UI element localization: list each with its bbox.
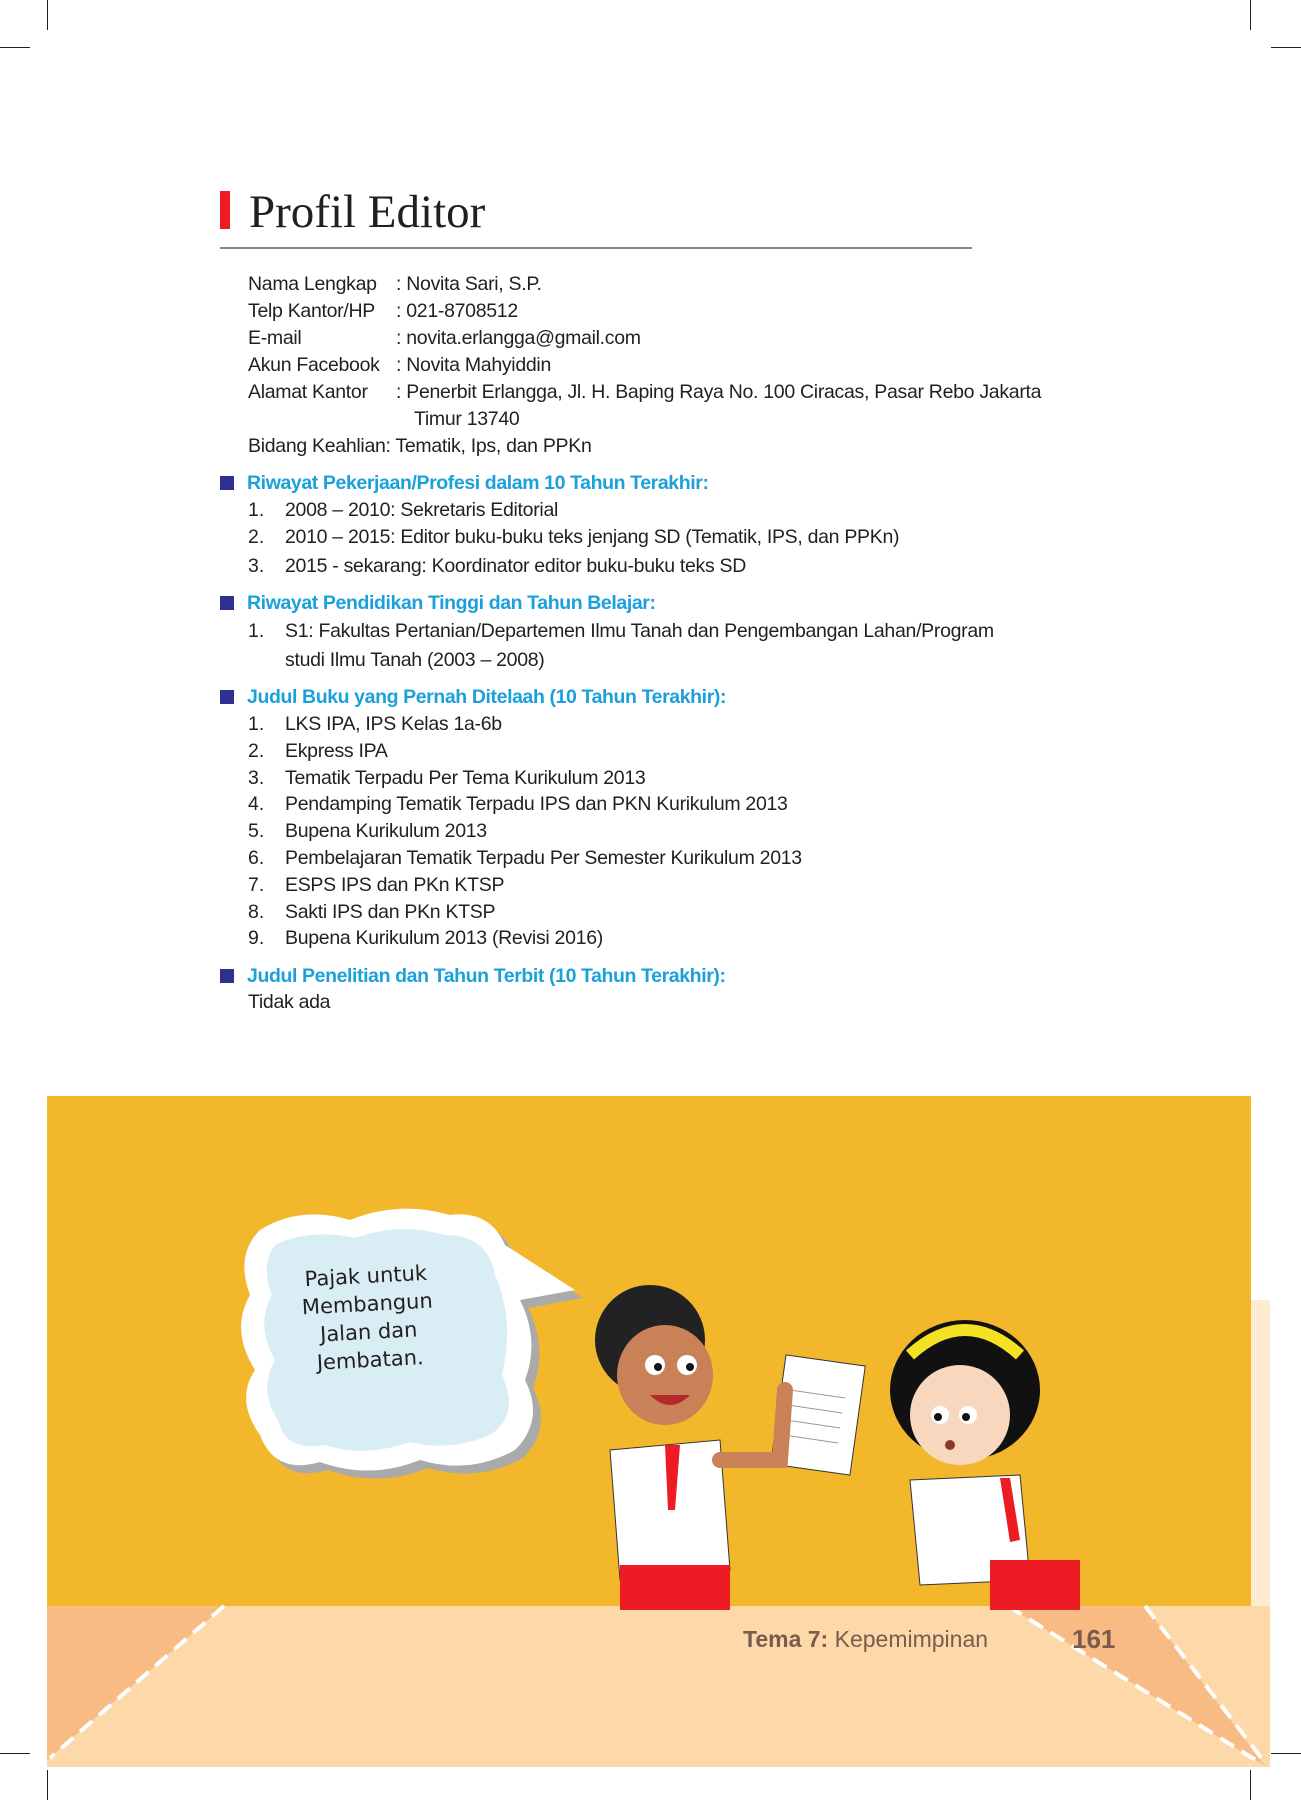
list-number: 2. (248, 739, 265, 762)
list-number: 1. (248, 713, 265, 735)
footer-theme-name: Kepemimpinan (828, 1626, 989, 1652)
footer-theme-label: Tema 7: (743, 1626, 829, 1652)
list-number: 1. (248, 620, 265, 642)
list-number: 8. (248, 900, 265, 923)
list-item: Sakti IPS dan PKn KTSP (285, 900, 496, 923)
page-number: 161 (1072, 1624, 1116, 1654)
footer-theme (743, 1626, 988, 1653)
list-item: 2010 – 2015: Editor buku-buku teks jenjang SD (Tematik, IPS, dan PPKn) (285, 526, 900, 548)
expertise: Bidang Keahlian: Tematik, Ips, dan PPKn (248, 435, 592, 457)
profile-value: : Novita Mahyiddin (396, 354, 552, 376)
list-number: 7. (248, 873, 265, 896)
list-item: Pendamping Tematik Terpadu IPS dan PKN Kurikulum 2013 (285, 793, 788, 816)
list-item: S1: Fakultas Pertanian/Departemen Ilmu Tanah dan Pengembangan Lahan/Program (285, 620, 994, 642)
bubble-line: Pajak untuk (304, 1260, 428, 1292)
section-heading-books: Judul Buku yang Pernah Ditelaah (10 Tahun Terakhir): (220, 685, 726, 709)
section-heading-research: Judul Penelitian dan Tahun Terbit (10 Tahun Terakhir): (220, 964, 726, 988)
list-item: Bupena Kurikulum 2013 (285, 820, 487, 843)
list-number: 4. (248, 793, 265, 816)
speech-bubble-text (285, 1258, 451, 1378)
list-item: Tematik Terpadu Per Tema Kurikulum 2013 (285, 766, 646, 789)
profile-value-continued: Timur 13740 (414, 408, 520, 430)
profile-label: Telp Kantor/HP (248, 300, 375, 322)
bubble-line: Membangun (301, 1288, 434, 1320)
research-text: Tidak ada (248, 991, 331, 1013)
bubble-line: Jembatan. (316, 1345, 425, 1375)
list-number: 9. (248, 927, 265, 950)
list-number: 1. (248, 499, 265, 521)
list-item: 2008 – 2010: Sekretaris Editorial (285, 499, 559, 521)
profile-label: E-mail (248, 327, 302, 349)
list-item: ESPS IPS dan PKn KTSP (285, 873, 505, 896)
profile-label: Akun Facebook (248, 354, 380, 376)
profile-label: Alamat Kantor (248, 381, 368, 403)
list-item: 2015 - sekarang: Koordinator editor buku-buku teks SD (285, 555, 747, 577)
bubble-line: Jalan dan (319, 1317, 418, 1347)
list-item: LKS IPA, IPS Kelas 1a-6b (285, 713, 502, 735)
list-number: 3. (248, 766, 265, 789)
profile-value: : Penerbit Erlangga, Jl. H. Baping Raya No. 100 Ciracas, Pasar Rebo Jakarta (396, 381, 1042, 403)
list-number: 3. (248, 555, 265, 577)
list-item-continued: studi Ilmu Tanah (2003 – 2008) (285, 649, 545, 671)
list-item: Ekpress IPA (285, 739, 388, 762)
section-heading-education: Riwayat Pendidikan Tinggi dan Tahun Belajar: (220, 591, 656, 615)
list-number: 5. (248, 820, 265, 843)
list-item: Bupena Kurikulum 2013 (Revisi 2016) (285, 927, 603, 950)
list-number: 2. (248, 526, 265, 548)
boy-character-illustration (580, 1280, 880, 1610)
girl-character-illustration (870, 1310, 1110, 1610)
profile-value: : Novita Sari, S.P. (396, 273, 542, 295)
profile-value: : 021-8708512 (396, 300, 518, 322)
page-title: Profil Editor (249, 186, 486, 238)
section-heading-work: Riwayat Pekerjaan/Profesi dalam 10 Tahun Terakhir: (220, 471, 709, 495)
profile-label: Nama Lengkap (248, 273, 377, 295)
list-item: Pembelajaran Tematik Terpadu Per Semester Kurikulum 2013 (285, 847, 802, 869)
profile-value: : novita.erlangga@gmail.com (396, 327, 641, 349)
list-number: 6. (248, 847, 265, 869)
